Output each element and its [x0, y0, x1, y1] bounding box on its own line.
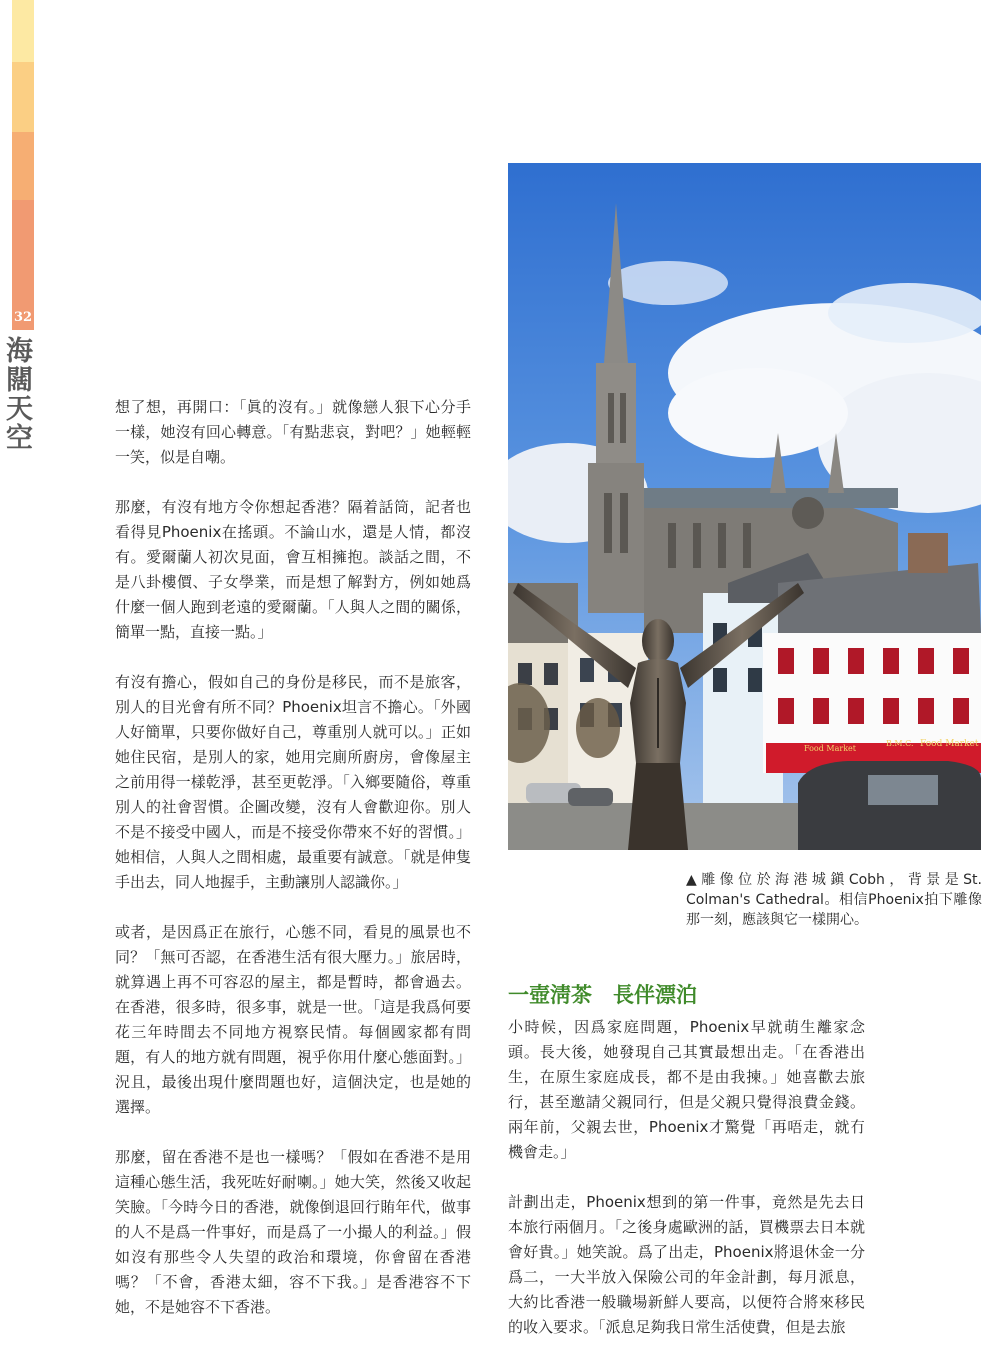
- color-strip-orange: [12, 132, 34, 200]
- color-strip-yellow: [12, 0, 34, 62]
- right-article-column: [508, 1015, 865, 1365]
- article-paragraph: 小時候，因爲家庭問題，Phoenix早就萌生離家念頭。長大後，她發現自己其實最想出走。「在香港出生，在原生家庭成長，都不是由我揀。」她喜歡去旅行，甚至邀請父親同行，但是父親只覺得浪費金錢。兩年前，父親去世，Phoenix才驚覺「再唔走，就冇機會走。」: [508, 1018, 865, 1161]
- article-paragraph: 或者，是因爲正在旅行，心態不同，看見的風景也不同？「無可否認，在香港生活有很大壓力。」旅居時，就算遇上再不可容忍的屋主，都是暫時，都會過去。在香港，很多時，很多事，就是一世。「這是我爲何要花三年時間去不同地方視察民情。每個國家都有問題，有人的地方就有問題，視乎你用什麼心態面對。」況且，最後出現什麼問題也好，這個決定，也是她的選擇。: [115, 923, 471, 1116]
- storefront-text: Food Market: [804, 744, 856, 753]
- storefront-text: B.M.C.: [886, 739, 914, 748]
- page-number: 32: [13, 310, 33, 325]
- color-strip-light-orange: [12, 62, 34, 132]
- photo-caption: ▲雕像位於海港城鎭Cobh，背景是St. Colman's Cathedral。相信Phoenix拍下雕像那一刻，應該與它一樣開心。: [686, 872, 982, 928]
- section-title: 海闊天空: [1, 336, 32, 452]
- article-paragraph: 計劃出走，Phoenix想到的第一件事，竟然是先去日本旅行兩個月。「之後身處歐洲的話，買機票去日本就會好貴。」她笑說。爲了出走，Phoenix將退休金一分爲二，一大半放入保險公司的年金計劃，每月派息，大約比香港一般職場新鮮人要高，以便符合將來移民的收入要求。「派息足夠我日常生活使費，但是去旅: [508, 1193, 865, 1336]
- storefront-text: Food Market: [920, 739, 979, 749]
- cathedral-statue-photo: [508, 163, 981, 850]
- article-paragraph: 那麼，留在香港不是也一樣嗎？「假如在香港不是用這種心態生活，我死咗好耐喇。」她大笑，然後又收起笑臉。「今時今日的香港，就像倒退回行賄年代，做事的人不是爲一件事好，而是爲了一小撮人的利益。」假如沒有那些令人失望的政治和環境，你會留在香港嗎？「不會，香港太細，容不下我。」是香港容不下她，不是她容不下香港。: [115, 1148, 471, 1316]
- article-paragraph: 那麼，有沒有地方令你想起香港？隔着話筒，記者也看得見Phoenix在搖頭。不論山水，還是人情，都沒有。愛爾蘭人初次見面，會互相擁抱。談話之間，不是八卦樓價、子女學業，而是想了解對方，例如她爲什麼一個人跑到老遠的愛爾蘭。「人與人之間的關係，簡單一點，直接一點。」: [115, 498, 471, 641]
- article-paragraph: 有沒有擔心，假如自己的身份是移民，而不是旅客，別人的目光會有所不同？Phoenix坦言不擔心。「外國人好簡單，只要你做好自己，尊重別人就可以。」正如她住民宿，是別人的家，她用完廁所廚房，會像屋主之前用得一樣乾淨，甚至更乾淨。「入鄉要隨俗，尊重別人的社會習慣。企圖改變，沒有人會歡迎你。別人不是不接受中國人，而是不接受你帶來不好的習慣。」她相信，人與人之間相處，最重要有誠意。「就是伸隻手出去，同人地握手，主動讓別人認識你。」: [115, 673, 471, 891]
- article-paragraph: 想了想，再開口：「眞的沒有。」就像戀人狠下心分手一樣，她沒有回心轉意。「有點悲哀，對吧？」她輕輕一笑，似是自嘲。: [115, 398, 471, 466]
- subheading: 一壺淸茶 長伴漂泊: [508, 983, 697, 1007]
- left-article-column: [115, 395, 471, 1345]
